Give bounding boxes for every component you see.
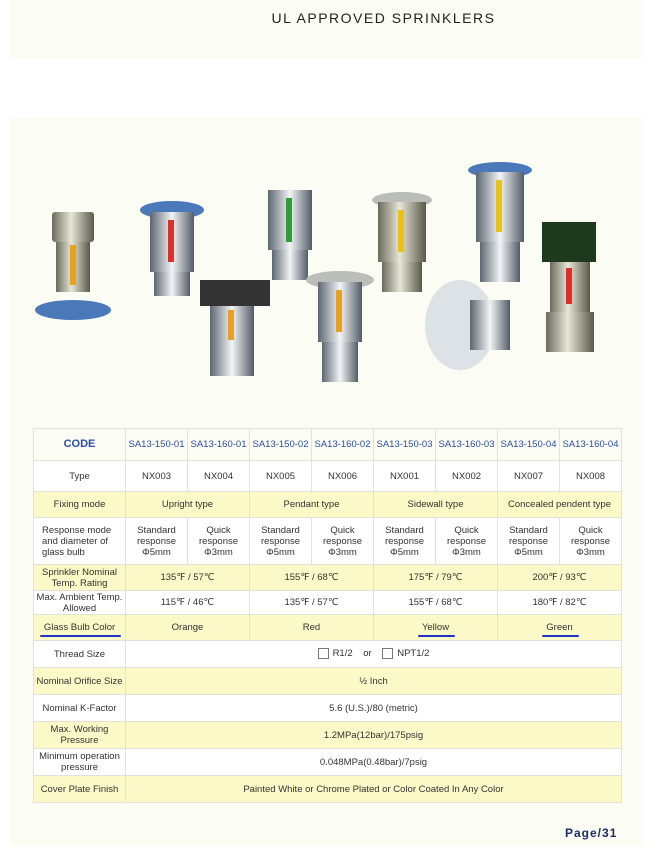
row-orifice	[34, 668, 622, 695]
row-code	[34, 429, 622, 461]
response-cell: Quick response Φ3mm	[560, 518, 622, 565]
response-cell: Standard response Φ5mm	[498, 518, 560, 565]
row-nominal-temp	[34, 565, 622, 591]
sprinkler-8	[542, 222, 596, 352]
orifice-label: Nominal Orifice Size	[34, 668, 126, 695]
response-cell: Quick response Φ3mm	[188, 518, 250, 565]
maxpress-cell: 1.2MPa(12bar)/175psig	[126, 722, 622, 749]
fixing-cell: Pendant type	[250, 492, 374, 518]
row-type	[34, 461, 622, 492]
sprinkler-3	[200, 280, 270, 376]
code-cell: SA13-160-02	[312, 429, 374, 461]
bulb-cell: Green	[498, 615, 622, 641]
kfactor-label: Nominal K-Factor	[34, 695, 126, 722]
code-cell: SA13-160-01	[188, 429, 250, 461]
row-bulb-color	[34, 615, 622, 641]
response-cell: Quick response Φ3mm	[436, 518, 498, 565]
npt12-checkbox[interactable]	[382, 648, 393, 659]
nominal-label: Sprinkler Nominal Temp. Rating	[34, 565, 126, 591]
type-cell: NX004	[188, 461, 250, 492]
cover-label: Cover Plate Finish	[34, 776, 126, 803]
fixing-cell: Concealed pendent type	[498, 492, 622, 518]
type-cell: NX008	[560, 461, 622, 492]
row-kfactor	[34, 695, 622, 722]
nominal-cell: 175℉ / 79℃	[374, 565, 498, 591]
bulb-cell: Orange	[126, 615, 250, 641]
row-min-pressure	[34, 749, 622, 776]
response-cell: Quick response Φ3mm	[312, 518, 374, 565]
row-ambient-temp	[34, 591, 622, 615]
sprinkler-upright-1	[35, 212, 111, 320]
nominal-cell: 200℉ / 93℃	[498, 565, 622, 591]
top-band	[10, 0, 643, 58]
response-cell: Standard response Φ5mm	[126, 518, 188, 565]
fixing-cell: Upright type	[126, 492, 250, 518]
concealed-cover	[425, 280, 510, 370]
ambient-label: Max. Ambient Temp. Allowed	[34, 591, 126, 615]
response-cell: Standard response Φ5mm	[250, 518, 312, 565]
code-cell: SA13-150-03	[374, 429, 436, 461]
code-cell: SA13-150-01	[126, 429, 188, 461]
nominal-cell: 155℉ / 68℃	[250, 565, 374, 591]
type-cell: NX007	[498, 461, 560, 492]
code-label: CODE	[34, 429, 126, 461]
response-label: Response mode and diameter of glass bulb	[34, 518, 126, 565]
code-cell: SA13-150-04	[498, 429, 560, 461]
kfactor-cell: 5.6 (U.S.)/80 (metric)	[126, 695, 622, 722]
response-cell: Standard response Φ5mm	[374, 518, 436, 565]
thread-cell: R1/2 or NPT1/2	[126, 641, 622, 668]
minpress-label: Minimum operation pressure	[34, 749, 126, 776]
maxpress-label: Max. Working Pressure	[34, 722, 126, 749]
r12-checkbox[interactable]	[318, 648, 329, 659]
code-cell: SA13-160-04	[560, 429, 622, 461]
page-number: Page/31	[565, 826, 618, 840]
orifice-cell: ½ Inch	[126, 668, 622, 695]
spec-table	[33, 428, 622, 803]
sprinkler-photo	[30, 150, 630, 400]
ambient-cell: 135℉ / 57℃	[250, 591, 374, 615]
bulb-cell: Yellow	[374, 615, 498, 641]
row-cover-plate	[34, 776, 622, 803]
nominal-cell: 135℉ / 57℃	[126, 565, 250, 591]
sprinkler-6	[372, 192, 432, 292]
minpress-cell: 0.048MPa(0.48bar)/7psig	[126, 749, 622, 776]
thread-label: Thread Size	[34, 641, 126, 668]
row-thread	[34, 641, 622, 668]
sprinkler-7	[468, 162, 532, 282]
type-cell: NX005	[250, 461, 312, 492]
bulb-label: Glass Bulb Color	[34, 615, 126, 641]
bulb-cell: Red	[250, 615, 374, 641]
code-cell: SA13-150-02	[250, 429, 312, 461]
code-cell: SA13-160-03	[436, 429, 498, 461]
sprinkler-4	[268, 190, 312, 280]
row-fixing	[34, 492, 622, 518]
fixing-label: Fixing mode	[34, 492, 126, 518]
ambient-cell: 180℉ / 82℃	[498, 591, 622, 615]
ambient-cell: 115℉ / 46℃	[126, 591, 250, 615]
ambient-cell: 155℉ / 68℃	[374, 591, 498, 615]
type-label: Type	[34, 461, 126, 492]
sprinkler-2	[140, 201, 204, 296]
page-title: UL APPROVED SPRINKLERS	[271, 10, 496, 26]
row-response	[34, 518, 622, 565]
fixing-cell: Sidewall type	[374, 492, 498, 518]
cover-cell: Painted White or Chrome Plated or Color Coated In Any Color	[126, 776, 622, 803]
type-cell: NX003	[126, 461, 188, 492]
sprinkler-5	[306, 271, 374, 382]
row-max-pressure	[34, 722, 622, 749]
type-cell: NX006	[312, 461, 374, 492]
type-cell: NX001	[374, 461, 436, 492]
type-cell: NX002	[436, 461, 498, 492]
